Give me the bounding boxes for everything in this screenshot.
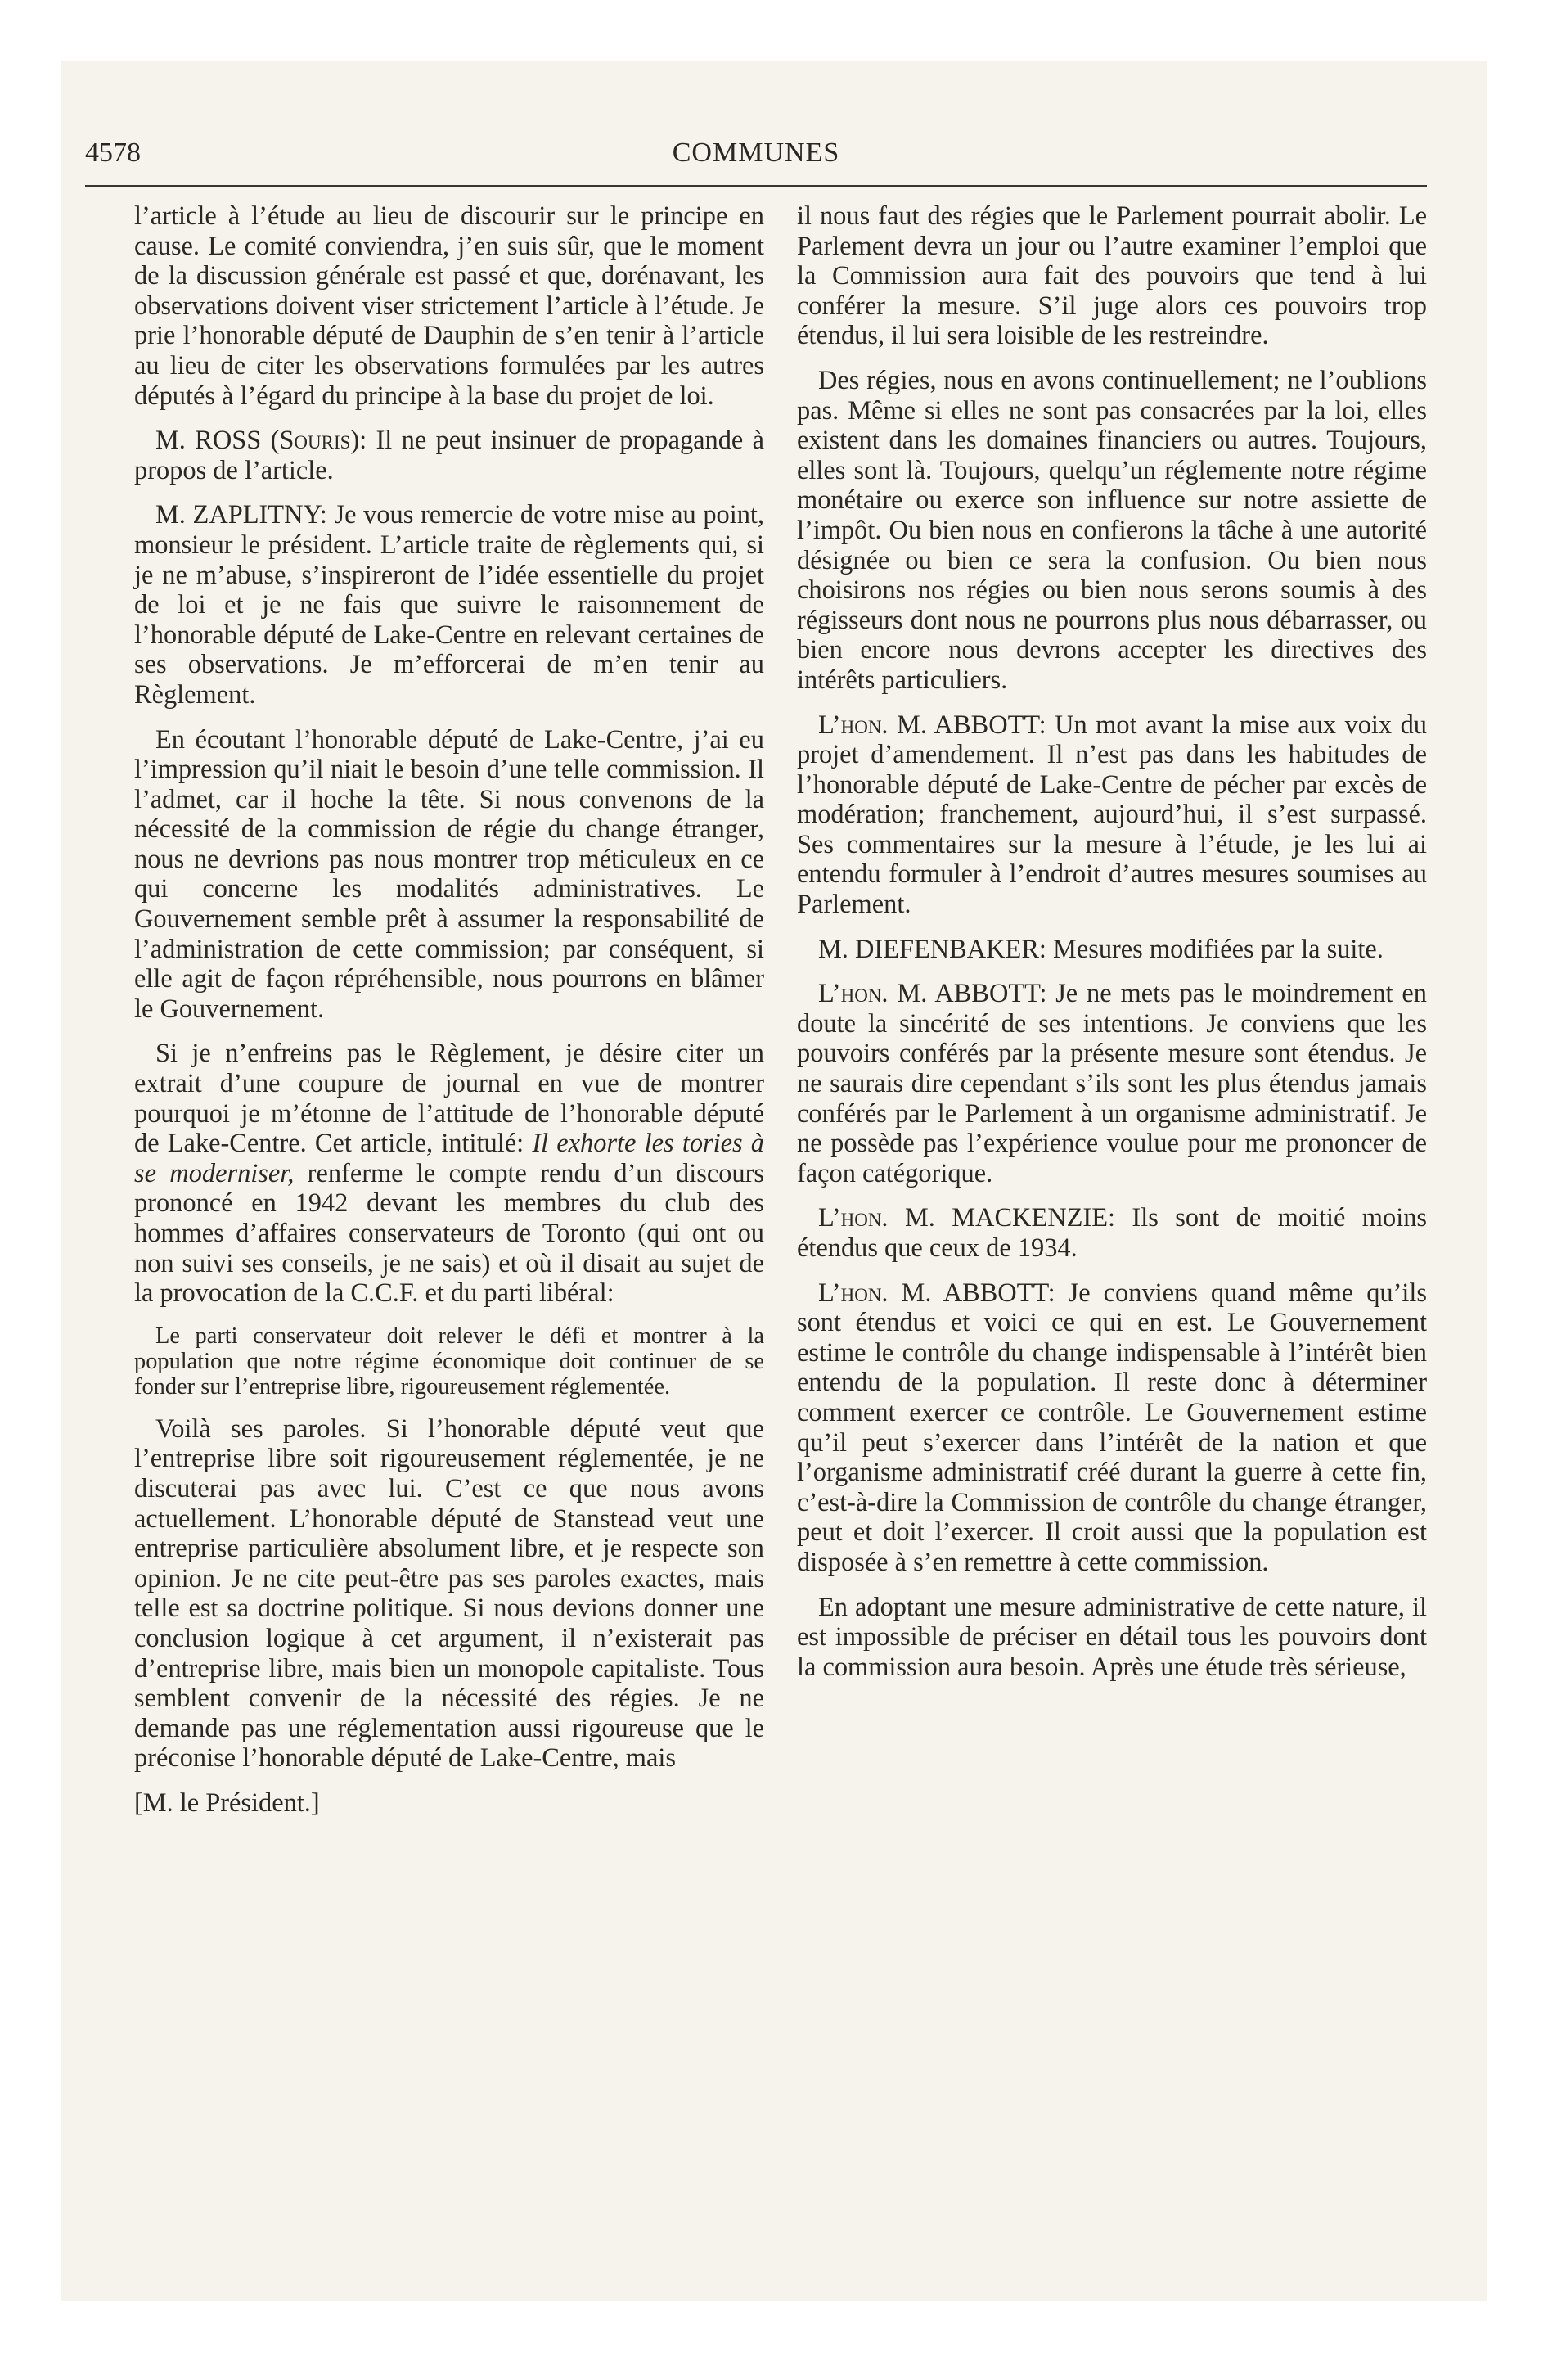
left-column bbox=[134, 201, 764, 1833]
speech-text: Je vous remercie de votre mise au point, monsieur le président. L’article traite de règlements qui, si je ne m’abuse, s’inspireront de l’idée essentielle du projet de loi et je ne fais que suivre le raisonnement de l’honorable député de Lake-Centre en relevant certaines de ses observations. Je m’efforcerai de m’en tenir au Règlement. bbox=[134, 500, 765, 710]
paragraph bbox=[134, 1039, 764, 1308]
paragraph: Voilà ses paroles. Si l’honorable député veut que l’entreprise libre soit rigoureusement réglementée, je ne discuterai pas avec lui. C’est ce que nous avons actuellement. L’honorable député de Stanstead veut une entreprise particulière absolument libre, et je respecte son opinion. Je ne cite peut-être pas ses paroles exactes, mais telle est sa doctrine politique. Si nous devions donner une conclusion logique à cet argument, il n’existerait pas d’entreprise libre, mais bien un monopole capitaliste. Tous semblent convenir de la nécessité des régies. Je ne demande pas une réglementation aussi rigoureuse que le préconise l’honorable député de Lake-Centre, mais bbox=[134, 1413, 764, 1774]
paragraph: En adoptant une mesure administrative de cette nature, il est impossible de préciser en détail tous les pouvoirs dont la commission aura besoin. Après une étude très sérieuse, bbox=[797, 1592, 1427, 1682]
speech-paragraph bbox=[797, 1278, 1427, 1578]
page-number: 4578 bbox=[85, 137, 141, 168]
text-run: Si je n’enfreins pas le Règlement, je désire citer un extrait d’une coupure de journal en vue de montrer pourquoi je m’étonne de l’attitude de l’honorable député de Lake-Centre. Cet article, intitulé: bbox=[134, 1039, 764, 1159]
attribution: [M. le Président.] bbox=[134, 1787, 320, 1818]
header-rule bbox=[85, 185, 1427, 187]
paragraph: Des régies, nous en avons continuellement; ne l’oublions pas. Même si elles ne sont pas consacrées par la loi, elles existent dans les domaines financiers ou autres. Toujours, elles sont là. Toujours, quelqu’un réglemente notre régime monétaire ou exerce son influence sur notre assiette de l’impôt. Ou bien nous en confierons la tâche à une autorité désignée ou bien ce sera la confusion. Ou bien nous choisirons nos régies ou bien nous serons soumis à des régisseurs dont nous ne pourrons plus nous débarrasser, ou bien encore nous devrons accepter les directives des intérêts particuliers. bbox=[797, 365, 1427, 695]
speaker-name: L’hon. M. ABBOTT: bbox=[818, 1278, 1055, 1308]
paragraph: En écoutant l’honorable député de Lake-Centre, j’ai eu l’impression qu’il niait le besoin d’une telle commission. Il l’admet, car il hoche la tête. Si nous convenons de la nécessité de la commission de régie du change étranger, nous ne devrions pas nous montrer trop méticuleux en ce qui concerne les modalités administratives. Le Gouvernement semble prêt à assumer la responsabilité de l’administration de cette commission; par conséquent, si elle agit de façon répréhensible, nous pourrons en blâmer le Gouvernement. bbox=[134, 724, 764, 1024]
speech-paragraph bbox=[134, 426, 764, 485]
speech-text: Je conviens quand même qu’ils sont étendus et voici ce qui en est. Le Gouvernement estime le contrôle du change indispensable à l’intérêt bien entendu de la population. Il reste donc à déterminer comment exercer ce contrôle. Le Gouvernement estime qu’il peut s’exercer dans l’intérêt de la nation et que l’organisme administratif créé durant la guerre à cette fin, c’est-à-dire la Commission de contrôle du change étranger, peut et doit l’exercer. Il croit aussi que la population est disposée à s’en remettre à cette commission. bbox=[797, 1278, 1427, 1577]
running-head: COMMUNES bbox=[672, 137, 840, 168]
block-quote: Le parti conservateur doit relever le défi et montrer à la population que notre régime économique doit continuer de se fonder sur l’entreprise libre, rigoureusement réglementée. bbox=[134, 1323, 764, 1400]
speaker-name: M. ZAPLITNY: bbox=[155, 500, 327, 530]
speech-paragraph bbox=[797, 935, 1427, 965]
right-column bbox=[797, 201, 1427, 1697]
speech-paragraph bbox=[797, 979, 1427, 1188]
speech-paragraph bbox=[134, 500, 764, 710]
speech-paragraph bbox=[797, 710, 1427, 920]
page-header bbox=[85, 137, 1427, 183]
speech-text: Je ne mets pas le moindrement en doute la sincérité de ses intentions. Je conviens que les pouvoirs conférés par la présente mesure sont étendus. Je ne saurais dire cependant s’ils sont les plus étendus jamais conférés par le Parlement à un organisme administratif. Je ne possède pas l’expérience voulue pour me prononcer de façon catégorique. bbox=[797, 979, 1427, 1188]
speaker-name: L’hon. M. ABBOTT: bbox=[818, 979, 1047, 1009]
speech-text: Un mot avant la mise aux voix du projet d’amendement. Il n’est pas dans les habitudes de l’honorable député de Lake-Centre de pécher par excès de modération; franchement, aujourd’hui, il s’est surpassé. Ses commentaires sur la mesure à l’étude, je les lui ai entendu formuler à l’endroit d’autres mesures soumises au Parlement. bbox=[797, 710, 1427, 920]
speech-text: Ils sont de moitié moins étendus que ceux de 1934. bbox=[797, 1203, 1427, 1263]
speaker-name: M. ROSS (Souris): bbox=[155, 426, 367, 456]
article-title: Il exhorte les tories à se moderniser, bbox=[134, 1129, 764, 1188]
text-run: renferme le compte rendu d’un discours prononcé en 1942 devant les membres du club des hommes d’affaires conservateurs de Toronto (qui ont ou non suivi ses conseils, je ne sais) et où il disait au sujet de la provocation de la C.C.F. et du parti libéral: bbox=[134, 1158, 764, 1309]
speaker-name: M. DIEFENBAKER: bbox=[818, 934, 1046, 964]
speech-text: Mesures modifiées par la suite. bbox=[1046, 934, 1384, 964]
paragraph: l’article à l’étude au lieu de discourir sur le principe en cause. Le comité conviendra, j’en suis sûr, que le moment de la discussion générale est passé et que, dorénavant, les observations doivent viser strictement l’article à l’étude. Je prie l’honorable député de Dauphin de s’en tenir à l’article au lieu de citer les observations formulées par les autres députés à l’égard du principe à la base du projet de loi. bbox=[134, 201, 764, 411]
speech-paragraph bbox=[797, 1203, 1427, 1263]
speaker-name: L’hon. M. ABBOTT: bbox=[818, 710, 1046, 740]
paragraph: il nous faut des régies que le Parlement pourrait abolir. Le Parlement devra un jour ou l’autre examiner l’emploi que la Commission aura fait des pouvoirs que tend à lui conférer la mesure. S’il juge alors ces pouvoirs trop étendus, il lui sera loisible de les restreindre. bbox=[797, 201, 1427, 351]
speaker-name: L’hon. M. MACKENZIE: bbox=[818, 1203, 1115, 1233]
speech-text: Il ne peut insinuer de propagande à propos de l’article. bbox=[134, 426, 764, 485]
